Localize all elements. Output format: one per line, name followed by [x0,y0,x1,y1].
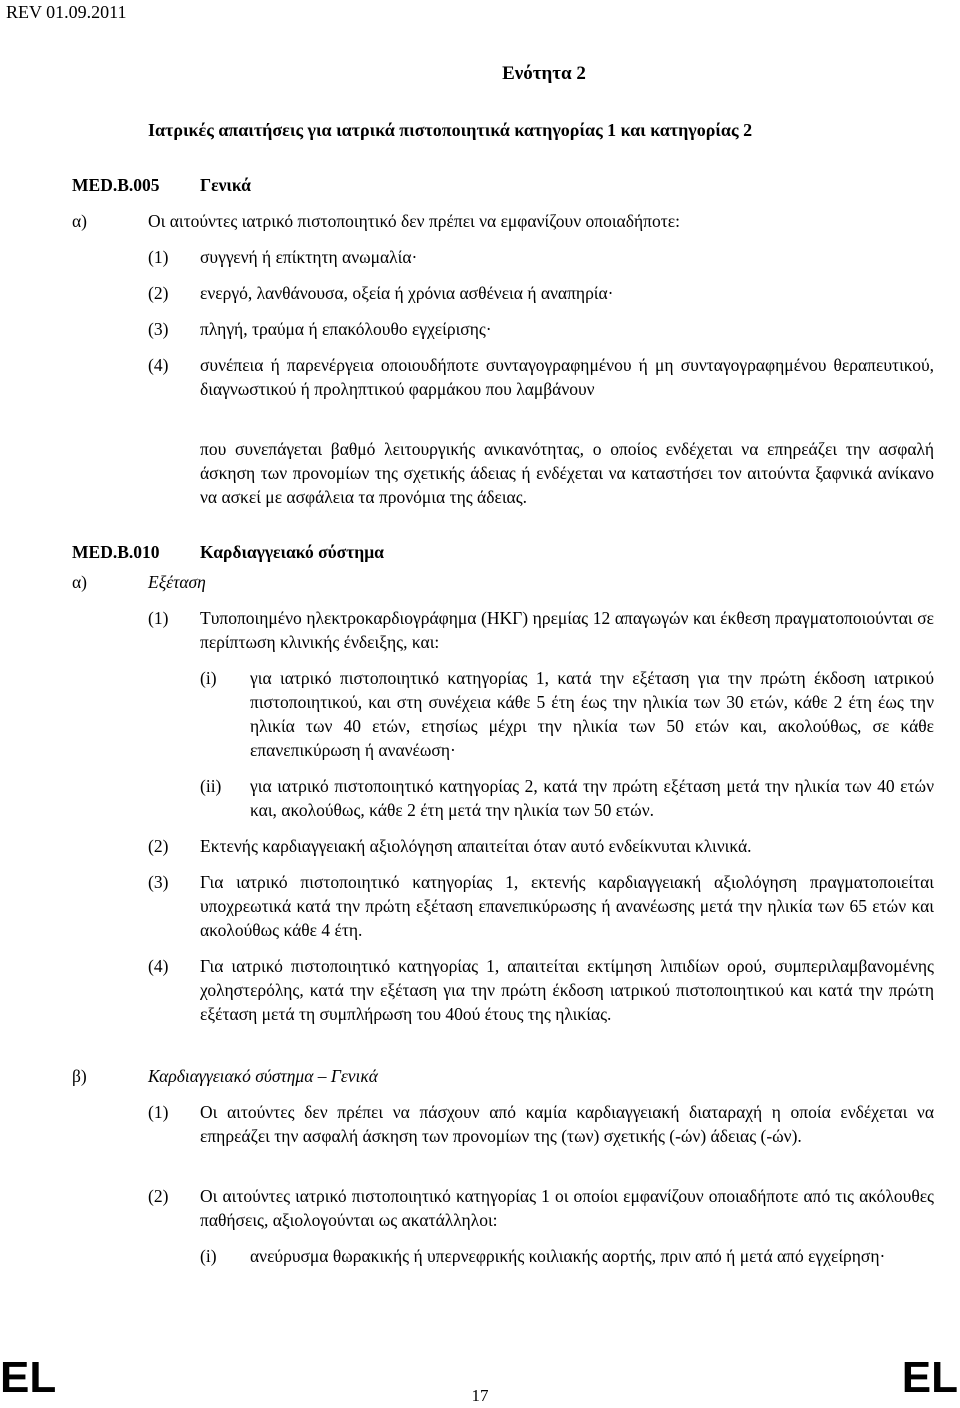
med010-a-sub-i-text: για ιατρικό πιστοποιητικό κατηγορίας 1, κατά την εξέταση για την πρώτη έκδοση ιατρικού πιστοποιητικού, και στη συνέχεια κάθε 5 έτη έως την ηλικία των 30 ετών, κάθε 2 έτη έως την ηλικία των 40 ετών, ετησίως μέχρι την ηλικία των 50 ετών και, ακολούθως, σε κάθε επανεπικύρωση ή ανανέωση· [250,668,934,760]
med010-heading: Καρδιαγγειακό σύστημα [200,542,384,562]
med005-item-2-text: ενεργό, λανθάνουσα, οξεία ή χρόνια ασθένεια ή αναπηρία· [200,283,614,303]
med005-item-1-text: συγγενή ή επίκτητη ανωμαλία· [200,247,418,267]
med010-a-item-1-text: Τυποποιημένο ηλεκτροκαρδιογράφημα (ΗΚΓ) ηρεμίας 12 απαγωγών και έκθεση πραγματοποιούνται σε περίπτωση κλινικής ένδειξης, και: [200,608,934,652]
med005-a-label: α) [72,211,87,231]
section-subtitle: Ιατρικές απαιτήσεις για ιατρικά πιστοποιητικά κατηγορίας 1 και κατηγορίας 2 [148,120,753,140]
med010-a-item-3-text: Για ιατρικό πιστοποιητικό κατηγορίας 1, εκτενής καρδιαγγειακή αξιολόγηση πραγματοποιείται υποχρεωτικά κατά την πρώτη εξέταση επανεπικύρωσης ή ανανέωσης μετά την ηλικία των 65 ετών και ακολούθως κάθε 4 έτη. [200,872,934,940]
med005-item-4-text: συνέπεια ή παρενέργεια οποιουδήποτε συνταγογραφημένου ή μη συνταγογραφημένου θεραπευτικού, διαγνωστικού ή προληπτικού φαρμάκου που λαμβάνουν [200,355,934,399]
med010-a-heading: Εξέταση [148,572,206,592]
med005-item-3-text: πληγή, τραύμα ή επακόλουθο εγχείρισης· [200,319,492,339]
med010-code: MED.B.010 [72,542,160,562]
med005-a-intro: Οι αιτούντες ιατρικό πιστοποιητικό δεν πρέπει να εμφανίζουν οποιαδήποτε: [148,211,680,231]
med010-b-heading: Καρδιαγγειακό σύστημα – Γενικά [148,1066,378,1086]
med010-b-sub-i-text: ανεύρυσμα θωρακικής ή υπερνεφρικής κοιλιακής αορτής, πριν από ή μετά από εγχείρηση· [250,1246,886,1266]
med005-continuation: που συνεπάγεται βαθμό λειτουργικής ανικανότητας, ο οποίος ενδέχεται να επηρεάζει την ασφαλή άσκηση των προνομίων της σχετικής άδειας ή ενδέχεται να καταστήσει τον αιτούντα ξαφνικά ανίκανο να ασκεί με ασφάλεια τα προνόμια της άδειας. [200,439,934,507]
med010-a-item-4-num: (4) [148,956,169,976]
section-title: Ενότητα 2 [502,63,586,84]
med010-a-item-4-text: Για ιατρικό πιστοποιητικό κατηγορίας 1, απαιτείται εκτίμηση λιπιδίων ορού, συμπεριλαμβανομένης χοληστερόλης, κατά την εξέταση για την πρώτη έκδοση ιατρικού πιστοποιητικού και κατά την πρώτη εξέταση μετά τη συμπλήρωση του 40ού έτους της ηλικίας. [200,956,934,1024]
med010-a-item-2-text: Εκτενής καρδιαγγειακή αξιολόγηση απαιτείται όταν αυτό ενδείκνυται κλινικά. [200,836,752,856]
med010-b-label: β) [72,1066,87,1086]
med005-item-4-num: (4) [148,355,169,375]
med005-code: MED.B.005 [72,175,160,195]
med010-a-item-1-num: (1) [148,608,169,628]
med010-b-item-2-text: Οι αιτούντες ιατρικό πιστοποιητικό κατηγορίας 1 οι οποίοι εμφανίζουν οποιαδήποτε από τις ακόλουθες παθήσεις, αξιολογούνται ως ακατάλληλοι: [200,1186,934,1230]
med005-heading: Γενικά [200,175,251,195]
revision-label: REV 01.09.2011 [6,2,127,22]
med010-b-item-1-text: Οι αιτούντες δεν πρέπει να πάσχουν από καμία καρδιαγγειακή διαταραχή η οποία ενδέχεται να επηρεάζει την ασφαλή άσκηση των προνομίων της (των) σχετικής (-ών) άδειας (-ών). [200,1102,934,1146]
page-number: 17 [471,1386,489,1405]
med010-a-sub-ii-num: (ii) [200,776,222,796]
med010-b-item-1-num: (1) [148,1102,169,1122]
med010-b-item-2-num: (2) [148,1186,169,1206]
med010-a-item-2-num: (2) [148,836,169,856]
med010-a-label: α) [72,572,87,592]
med005-item-1-num: (1) [148,247,169,267]
med010-b-sub-i-num: (i) [200,1246,217,1266]
med010-a-sub-ii-text: για ιατρικό πιστοποιητικό κατηγορίας 2, κατά την πρώτη εξέταση μετά την ηλικία των 40 ετών και, ακολούθως, κάθε 2 έτη μετά την ηλικία των 50 ετών. [250,776,934,820]
footer-language-right: EL [901,1353,958,1402]
med005-item-3-num: (3) [148,319,169,339]
footer-language-left: EL [0,1353,57,1402]
med010-a-item-3-num: (3) [148,872,169,892]
med010-a-sub-i-num: (i) [200,668,217,688]
med005-item-2-num: (2) [148,283,169,303]
